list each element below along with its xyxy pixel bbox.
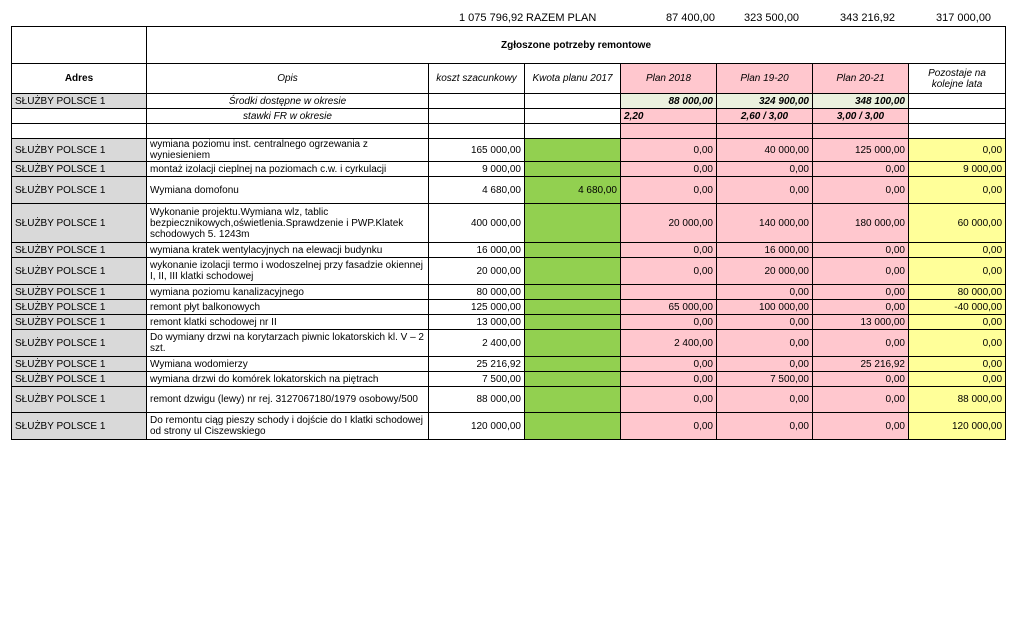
header-title-row — [12, 27, 1006, 64]
row-opis: montaż izolacji cieplnej na poziomach c.w. i cyrkulacji — [147, 162, 429, 177]
row-plan-1920: 7 500,00 — [717, 372, 813, 387]
spacer-row — [12, 124, 1006, 139]
row-opis: remont dzwigu (lewy) nr rej. 3127067180/1979 osobowy/500 — [147, 387, 429, 413]
table-row — [12, 372, 1006, 387]
row-plan-2018: 0,00 — [621, 243, 717, 258]
row-opis: Wykonanie projektu.Wymiana wlz, tablic bezpiecznikowych,oświetlenia.Sprawdzenie i PWP.Klatek schodowych 5. 1243m — [147, 204, 429, 243]
row-plan-1920: 0,00 — [717, 162, 813, 177]
row-koszt: 9 000,00 — [429, 162, 525, 177]
row-kwota: 4 680,00 — [525, 177, 621, 204]
row-pozostaje: 60 000,00 — [909, 204, 1006, 243]
header-opis: Opis — [147, 64, 429, 94]
row-kwota — [525, 357, 621, 372]
row-koszt: 125 000,00 — [429, 300, 525, 315]
row-kwota — [525, 413, 621, 440]
table-row — [12, 330, 1006, 357]
row-plan-2021: 0,00 — [813, 413, 909, 440]
row-opis: Do remontu ciąg pieszy schody i dojście do I klatki schodowej od strony ul Ciszewskiego — [147, 413, 429, 440]
header-plan-2018: Plan 2018 — [621, 64, 717, 94]
row-plan-2021: 0,00 — [813, 300, 909, 315]
row-pozostaje: 120 000,00 — [909, 413, 1006, 440]
header-plan-2021: Plan 20-21 — [813, 64, 909, 94]
row-plan-2018: 0,00 — [621, 258, 717, 285]
blank-cell — [429, 94, 525, 109]
srodki-row — [12, 94, 1006, 109]
row-koszt: 20 000,00 — [429, 258, 525, 285]
srodki-plan-2021: 348 100,00 — [813, 94, 909, 109]
row-plan-2021: 0,00 — [813, 177, 909, 204]
row-kwota — [525, 139, 621, 162]
row-opis: Wymiana wodomierzy — [147, 357, 429, 372]
blank-cell — [525, 124, 621, 139]
row-koszt: 13 000,00 — [429, 315, 525, 330]
table-row — [12, 315, 1006, 330]
row-pozostaje: 0,00 — [909, 357, 1006, 372]
row-koszt: 7 500,00 — [429, 372, 525, 387]
total-plan-2021: 343 216,92 — [840, 12, 896, 24]
blank-cell — [909, 94, 1006, 109]
row-opis: remont klatki schodowej nr II — [147, 315, 429, 330]
blank-cell — [429, 124, 525, 139]
row-plan-2021: 0,00 — [813, 162, 909, 177]
row-kwota — [525, 387, 621, 413]
row-koszt: 120 000,00 — [429, 413, 525, 440]
row-opis: wymiana poziomu kanalizacyjnego — [147, 285, 429, 300]
total-kwota: 87 400,00 — [666, 12, 715, 24]
row-adres: SŁUŻBY POLSCE 1 — [12, 177, 147, 204]
row-adres: SŁUŻBY POLSCE 1 — [12, 285, 147, 300]
row-kwota — [525, 258, 621, 285]
row-plan-1920: 20 000,00 — [717, 258, 813, 285]
row-adres: SŁUŻBY POLSCE 1 — [12, 387, 147, 413]
row-plan-1920: 0,00 — [717, 177, 813, 204]
row-plan-2018: 0,00 — [621, 162, 717, 177]
row-koszt: 88 000,00 — [429, 387, 525, 413]
row-opis: remont płyt balkonowych — [147, 300, 429, 315]
row-koszt: 4 680,00 — [429, 177, 525, 204]
blank-cell — [525, 94, 621, 109]
row-plan-2018: 0,00 — [621, 139, 717, 162]
header-adres: Adres — [12, 64, 147, 94]
row-opis: wykonanie izolacji termo i wodoszelnej przy fasadzie okiennej I, II, III klatki schodowej — [147, 258, 429, 285]
row-koszt: 16 000,00 — [429, 243, 525, 258]
table-title: Zgłoszone potrzeby remontowe — [147, 27, 1006, 64]
row-plan-1920: 0,00 — [717, 315, 813, 330]
row-koszt: 2 400,00 — [429, 330, 525, 357]
row-opis: Wymiana domofonu — [147, 177, 429, 204]
row-adres: SŁUŻBY POLSCE 1 — [12, 300, 147, 315]
stawki-row — [12, 109, 1006, 124]
row-adres: SŁUŻBY POLSCE 1 — [12, 413, 147, 440]
row-plan-2018: 0,00 — [621, 372, 717, 387]
table-row — [12, 204, 1006, 243]
total-sum: 1 075 796,92 — [459, 12, 524, 24]
row-kwota — [525, 204, 621, 243]
row-opis: wymiana drzwi do komórek lokatorskich na piętrach — [147, 372, 429, 387]
row-koszt: 25 216,92 — [429, 357, 525, 372]
row-plan-2018: 2 400,00 — [621, 330, 717, 357]
blank-cell — [909, 124, 1006, 139]
table-row — [12, 162, 1006, 177]
srodki-plan-1920: 324 900,00 — [717, 94, 813, 109]
table-row — [12, 387, 1006, 413]
stawki-plan-1920: 2,60 / 3,00 — [717, 109, 813, 124]
row-pozostaje: 9 000,00 — [909, 162, 1006, 177]
row-plan-1920: 0,00 — [717, 285, 813, 300]
row-opis: wymiana poziomu inst. centralnego ogrzewania z wyniesieniem — [147, 139, 429, 162]
row-pozostaje: 0,00 — [909, 330, 1006, 357]
row-plan-2018: 65 000,00 — [621, 300, 717, 315]
row-plan-1920: 0,00 — [717, 387, 813, 413]
row-pozostaje: 0,00 — [909, 139, 1006, 162]
table-row — [12, 300, 1006, 315]
blank-cell — [429, 109, 525, 124]
row-plan-1920: 0,00 — [717, 357, 813, 372]
row-adres: SŁUŻBY POLSCE 1 — [12, 243, 147, 258]
blank-cell — [12, 27, 147, 64]
row-pozostaje: -40 000,00 — [909, 300, 1006, 315]
row-plan-2021: 125 000,00 — [813, 139, 909, 162]
header-row — [12, 64, 1006, 94]
srodki-label: Środki dostępne w okresie — [147, 94, 429, 109]
table-row — [12, 258, 1006, 285]
row-plan-2021: 0,00 — [813, 258, 909, 285]
blank-cell — [12, 124, 147, 139]
row-kwota — [525, 300, 621, 315]
row-pozostaje: 0,00 — [909, 315, 1006, 330]
row-adres: SŁUŻBY POLSCE 1 — [12, 139, 147, 162]
blank-cell — [717, 124, 813, 139]
row-pozostaje: 0,00 — [909, 372, 1006, 387]
table-row — [12, 139, 1006, 162]
row-plan-1920: 140 000,00 — [717, 204, 813, 243]
row-plan-2021: 0,00 — [813, 285, 909, 300]
row-koszt: 165 000,00 — [429, 139, 525, 162]
row-pozostaje: 0,00 — [909, 177, 1006, 204]
row-pozostaje: 88 000,00 — [909, 387, 1006, 413]
row-pozostaje: 0,00 — [909, 258, 1006, 285]
row-kwota — [525, 315, 621, 330]
blank-cell — [12, 109, 147, 124]
row-plan-1920: 0,00 — [717, 413, 813, 440]
header-plan-1920: Plan 19-20 — [717, 64, 813, 94]
row-plan-2018: 0,00 — [621, 315, 717, 330]
srodki-adres: SŁUŻBY POLSCE 1 — [12, 94, 147, 109]
row-kwota — [525, 285, 621, 300]
blank-cell — [909, 109, 1006, 124]
row-koszt: 80 000,00 — [429, 285, 525, 300]
row-pozostaje: 80 000,00 — [909, 285, 1006, 300]
row-plan-2018: 0,00 — [621, 413, 717, 440]
row-kwota — [525, 243, 621, 258]
row-plan-2018 — [621, 285, 717, 300]
renovation-table — [11, 26, 1006, 440]
row-plan-1920: 0,00 — [717, 330, 813, 357]
row-adres: SŁUŻBY POLSCE 1 — [12, 204, 147, 243]
row-plan-2021: 180 000,00 — [813, 204, 909, 243]
row-adres: SŁUŻBY POLSCE 1 — [12, 315, 147, 330]
row-kwota — [525, 330, 621, 357]
table-row — [12, 413, 1006, 440]
row-adres: SŁUŻBY POLSCE 1 — [12, 357, 147, 372]
row-koszt: 400 000,00 — [429, 204, 525, 243]
header-pozostaje: Pozostaje na kolejne lata — [909, 64, 1006, 94]
row-adres: SŁUŻBY POLSCE 1 — [12, 258, 147, 285]
blank-cell — [525, 109, 621, 124]
blank-cell — [621, 124, 717, 139]
row-adres: SŁUŻBY POLSCE 1 — [12, 162, 147, 177]
table-row — [12, 177, 1006, 204]
row-plan-1920: 16 000,00 — [717, 243, 813, 258]
blank-cell — [147, 124, 429, 139]
row-kwota — [525, 372, 621, 387]
table-row — [12, 357, 1006, 372]
srodki-plan-2018: 88 000,00 — [621, 94, 717, 109]
row-plan-2021: 0,00 — [813, 372, 909, 387]
row-kwota — [525, 162, 621, 177]
row-plan-2018: 0,00 — [621, 177, 717, 204]
total-plan-1920: 323 500,00 — [744, 12, 800, 24]
table-row — [12, 243, 1006, 258]
row-opis: wymiana kratek wentylacyjnych na elewacji budynku — [147, 243, 429, 258]
table-row — [12, 285, 1006, 300]
row-adres: SŁUŻBY POLSCE 1 — [12, 330, 147, 357]
row-plan-2021: 25 216,92 — [813, 357, 909, 372]
row-plan-2018: 0,00 — [621, 357, 717, 372]
row-plan-2018: 20 000,00 — [621, 204, 717, 243]
total-pozostaje: 317 000,00 — [936, 12, 992, 24]
total-label: RAZEM PLAN — [526, 12, 597, 24]
row-pozostaje: 0,00 — [909, 243, 1006, 258]
row-plan-1920: 100 000,00 — [717, 300, 813, 315]
totals-row — [0, 10, 1023, 26]
row-adres: SŁUŻBY POLSCE 1 — [12, 372, 147, 387]
row-plan-2021: 0,00 — [813, 330, 909, 357]
header-koszt: koszt szacunkowy — [429, 64, 525, 94]
header-kwota: Kwota planu 2017 — [525, 64, 621, 94]
row-plan-2021: 0,00 — [813, 387, 909, 413]
stawki-plan-2021: 3,00 / 3,00 — [813, 109, 909, 124]
row-plan-2021: 0,00 — [813, 243, 909, 258]
stawki-label: stawki FR w okresie — [147, 109, 429, 124]
stawki-plan-2018: 2,20 — [621, 109, 717, 124]
row-plan-1920: 40 000,00 — [717, 139, 813, 162]
row-plan-2018: 0,00 — [621, 387, 717, 413]
row-opis: Do wymiany drzwi na korytarzach piwnic lokatorskich kl. V – 2 szt. — [147, 330, 429, 357]
row-plan-2021: 13 000,00 — [813, 315, 909, 330]
blank-cell — [813, 124, 909, 139]
